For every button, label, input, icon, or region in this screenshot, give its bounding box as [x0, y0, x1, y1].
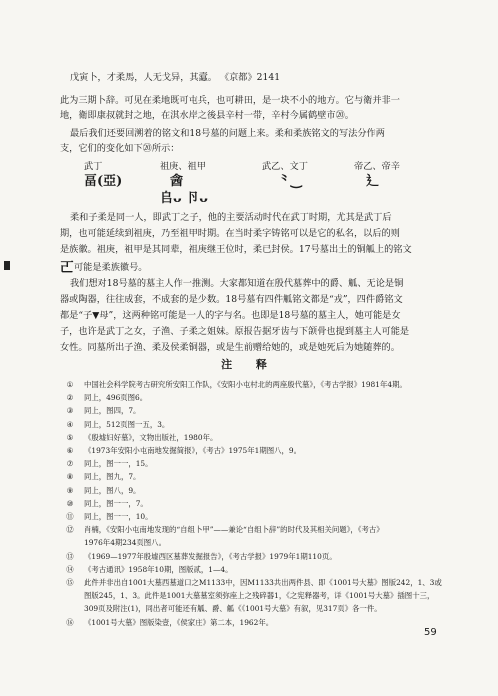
note-text: 《1973年安阳小屯南地发掘简报》，《考古》1975年1期图八，9。 — [84, 446, 301, 455]
note-text: 同上，496页图6。 — [84, 393, 148, 403]
note-text: 中国社会科学院考古研究所安阳工作队，《安阳小屯村北的两座殷代墓》，《考古学报》1981年4期。 — [84, 380, 407, 389]
body-line: 最后我们还要回溯着的铭文和18号墓的问题上来。柔和柔族铭文的写法分作两 — [70, 128, 385, 139]
body-line-text: 可能是柔族徽号。 — [74, 262, 148, 273]
note-text: 《1969—1977年殷墟西区墓葬发掘报告》，《考古学报》1979年1期110页。 — [84, 551, 337, 561]
note-number: ⑭ — [66, 564, 74, 574]
note-text: 同上，图八，9。 — [84, 485, 141, 495]
body-line: 地，衛即康叔就封之地，在淇水岸之後县辛村一带，辛村今属鹤壁市⑳。 — [60, 110, 354, 121]
note-text: 《考古通讯》1958年10期，图版贰，1—4。 — [84, 564, 233, 574]
note-text: 图版245，1、3。此件是1001大墓墓室须弥座上之残碎器1，《之宪释器考，详《1001号大墓》插图十三， — [84, 591, 435, 601]
note-number: ⑬ — [66, 551, 74, 561]
note-number: ⑪ — [66, 512, 74, 521]
note-number: ⑯ — [66, 617, 74, 627]
body-line: 都是“子▼母”，这两种铭可能是一人的字与名。也即是18号墓的墓主人，她可能是女 — [60, 310, 401, 321]
note-number: ⑥ — [66, 446, 74, 455]
note-text: 同上，图一一，10。 — [84, 512, 153, 521]
chart-label-diyi-dixin: 帝乙、帝辛 — [354, 161, 400, 172]
page-number: 59 — [424, 627, 437, 638]
note-text: 同上，图九，7。 — [84, 472, 141, 482]
note-text: 此件并非出自1001大墓西墓道口之M1133中，因M1133共出两件县、即《1001号大墓》图版242，1、3或 — [84, 578, 442, 587]
body-line: 此为三期卜辞。可见在柔地既可屯兵，也可耕田，是一块不小的地方。它与衛并非一 — [60, 95, 400, 106]
body-line: 期，也可能延续到祖庚，乃至祖甲时期。在当时柔字铸铭可以是它的私名，以后的则 — [60, 228, 400, 239]
body-line: 我们想对18号墓的墓主人作一推测。大家都知道在殷代墓葬中的爵、觚、无论是铜 — [70, 278, 404, 289]
note-text: 肖楠，《安阳小屯南地发现的“自组卜甲”——兼论“自组卜辞”的时代及其相关问题》，《考古》 — [84, 525, 384, 535]
margin-marker — [4, 261, 10, 270]
note-number: ⑩ — [66, 498, 74, 508]
glyph-wuding: 畐(亞) — [84, 174, 123, 189]
note-number: ⑧ — [66, 472, 74, 482]
body-line: 柔和子柔是同一人，即武丁之子，他的主要活动时代在武丁时期，尤其是武丁后 — [70, 212, 392, 223]
note-number: ④ — [66, 419, 74, 429]
note-text: 同上，图一一，15。 — [84, 459, 153, 469]
body-line: 器或陶器，往往成套，不成套的是少数。18号墓有四件觚铭文都是“戎”，四件爵铭文 — [60, 294, 403, 305]
chart-label-zugeng-zujia: 祖庚、祖甲 — [160, 161, 206, 172]
note-number: ⑦ — [66, 459, 74, 469]
note-number: ⑤ — [66, 432, 74, 442]
note-text: 《1001号大墓》图版染壹，《侯家庄》第二本，1962年。 — [84, 617, 274, 627]
body-line: 女性。同墓所出子渔、柔及侯柔铜器，或是生前赠给她的，或是她死后为她随葬的。 — [60, 342, 400, 353]
chart-label-wuyi-wending: 武乙、文丁 — [262, 161, 308, 172]
inline-glyph: 𠀀 — [60, 260, 74, 276]
note-text: 《殷墟妇好墓》，文物出版社，1980年。 — [84, 432, 218, 442]
note-number: ② — [66, 393, 74, 403]
glyph-wuyi: ⺀‿ — [278, 174, 302, 189]
note-number: ⑨ — [66, 485, 74, 495]
body-line — [60, 262, 148, 274]
note-number: ⑮ — [66, 578, 74, 587]
notes-title: 注 释 — [221, 358, 277, 371]
body-line: 子，也许是武丁之女，子渔、子柔之姐妹。原报告据牙齿与下颌骨也提到墓主人可能是 — [60, 326, 410, 337]
note-text: 1976年4期234页图八。 — [84, 538, 166, 548]
note-text: 同上，图四，7。 — [84, 406, 141, 416]
note-text: 309页及附注(1)，同出者可能还有觚、爵、觚《《1001号大墓》有叙，见317页》各一件。 — [84, 604, 382, 614]
glyph-diyi: ⻎ — [366, 174, 380, 189]
glyph-zugeng-bottom: 𠂤ᴗ 卪ᴗ — [160, 191, 208, 206]
chart-label-wuding: 武丁 — [84, 161, 103, 172]
note-number: ⑫ — [66, 525, 74, 535]
note-number: ① — [66, 380, 74, 389]
inscription-line: 戊寅卜，才柔馬，人无戈异，其蠧。 《京都》2141 — [70, 72, 281, 83]
body-line: 是族徽。祖庚，祖甲是其同辈，祖庚继王位时，柔已封侯。17号墓出土的铜觚上的铭文 — [60, 244, 412, 255]
note-number: ③ — [66, 406, 74, 416]
note-text: 同上，图一一，7。 — [84, 498, 148, 508]
body-line: 支，它们的变化如下⑳所示： — [60, 143, 180, 154]
note-text: 同上，512页图一五，3。 — [84, 419, 170, 429]
glyph-zugeng-top: 酓 — [170, 174, 184, 189]
